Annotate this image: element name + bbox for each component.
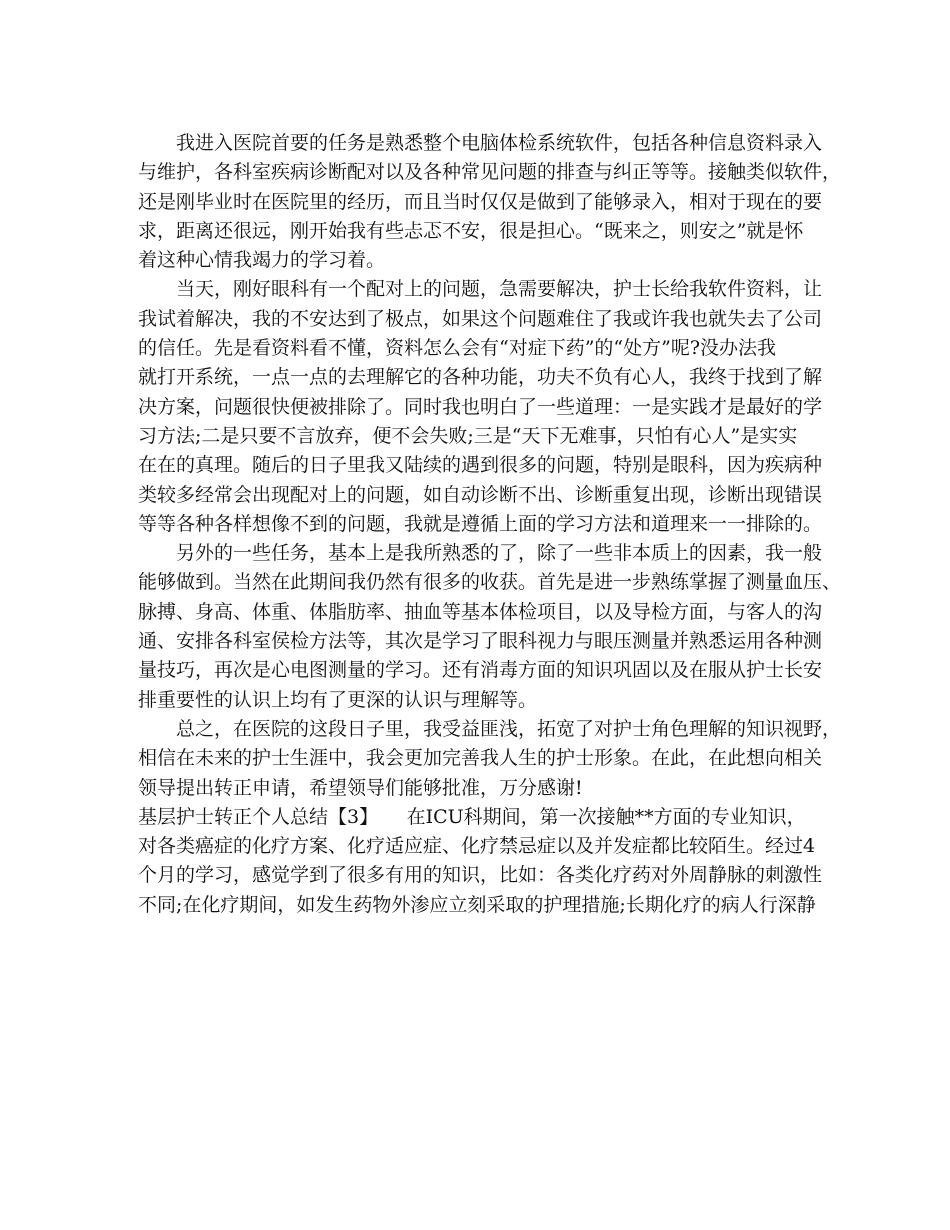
text-line: 相信在未来的护士生涯中，我会更加完善我人生的护士形象。在此，在此想向相关 xyxy=(138,747,823,770)
text-line: 当天，刚好眼科有一个配对上的问题，急需要解决，护士长给我软件资料，让 xyxy=(138,278,823,301)
text-line: 我进入医院首要的任务是熟悉整个电脑体检系统软件，包括各种信息资料录入 xyxy=(138,132,823,154)
text-line: 个月的学习，感觉学到了很多有用的知识，比如：各类化疗药对外周静脉的刺激性 xyxy=(138,864,823,887)
text-line: 等等各种各样想像不到的问题，我就是遵循上面的学习方法和道理来一一排除的。 xyxy=(138,512,823,535)
text-line: 决方案，问题很快便被排除了。同时我也明白了一些道理：一是实践才是最好的学 xyxy=(138,395,823,418)
text-line: 的信任。先是看资料看不懂，资料怎么会有“对症下药”的“处方”呢?没办法我 xyxy=(138,337,777,360)
text-line: 与维护，各科室疾病诊断配对以及各种常见问题的排查与纠正等等。接触类似软件， xyxy=(138,161,842,184)
text-line: 着这种心情我竭力的学习着。 xyxy=(138,249,386,272)
section-heading-line: 基层护士转正个人总结【3】 在ICU科期间，第一次接触**方面的专业知识， xyxy=(138,805,806,828)
text-line: 习方法;二是只要不言放弃，便不会失败;三是“天下无难事，只怕有心人”是实实 xyxy=(138,424,798,447)
text-line: 类较多经常会出现配对上的问题，如自动诊断不出、诊断重复出现，诊断出现错误 xyxy=(138,483,823,506)
document-body xyxy=(138,129,842,920)
text-line: 脉搏、身高、体重、体脂肪率、抽血等基本体检项目，以及导检方面，与客人的沟 xyxy=(138,600,823,623)
text-line: 在在的真理。随后的日子里我又陆续的遇到很多的问题，特别是眼科，因为疾病种 xyxy=(138,454,823,477)
text-line: 就打开系统，一点一点的去理解它的各种功能，功夫不负有心人，我终于找到了解 xyxy=(138,366,823,389)
text-line: 我试着解决，我的不安达到了极点，如果这个问题难住了我或许我也就失去了公司 xyxy=(138,307,823,330)
text-line: 不同;在化疗期间，如发生药物外渗应立刻采取的护理措施;长期化疗的病人行深静 xyxy=(138,893,816,916)
text-line: 能够做到。当然在此期间我仍然有很多的收获。首先是进一步熟练掌握了测量血压、 xyxy=(138,571,842,594)
text-line: 还是刚毕业时在医院里的经历，而且当时仅仅是做到了能够录入，相对于现在的要 xyxy=(138,190,823,213)
text-line: 领导提出转正申请，希望领导们能够批准，万分感谢! xyxy=(138,776,583,799)
text-line: 量技巧，再次是心电图测量的学习。还有消毒方面的知识巩固以及在服从护士长安 xyxy=(138,659,823,682)
text-line: 对各类癌症的化疗方案、化疗适应症、化疗禁忌症以及并发症都比较陌生。经过4 xyxy=(138,835,816,858)
text-line: 求，距离还很远，刚开始我有些忐忑不安，很是担心。“既来之，则安之”就是怀 xyxy=(138,219,804,242)
text-line: 通、安排各科室侯检方法等，其次是学习了眼科视力与眼压测量并熟悉运用各种测 xyxy=(138,630,823,653)
text-line: 总之，在医院的这段日子里，我受益匪浅，拓宽了对护士角色理解的知识视野， xyxy=(138,717,842,740)
text-line: 排重要性的认识上均有了更深的认识与理解等。 xyxy=(138,688,538,711)
text-line: 另外的一些任务，基本上是我所熟悉的了，除了一些非本质上的因素，我一般 xyxy=(138,542,823,565)
